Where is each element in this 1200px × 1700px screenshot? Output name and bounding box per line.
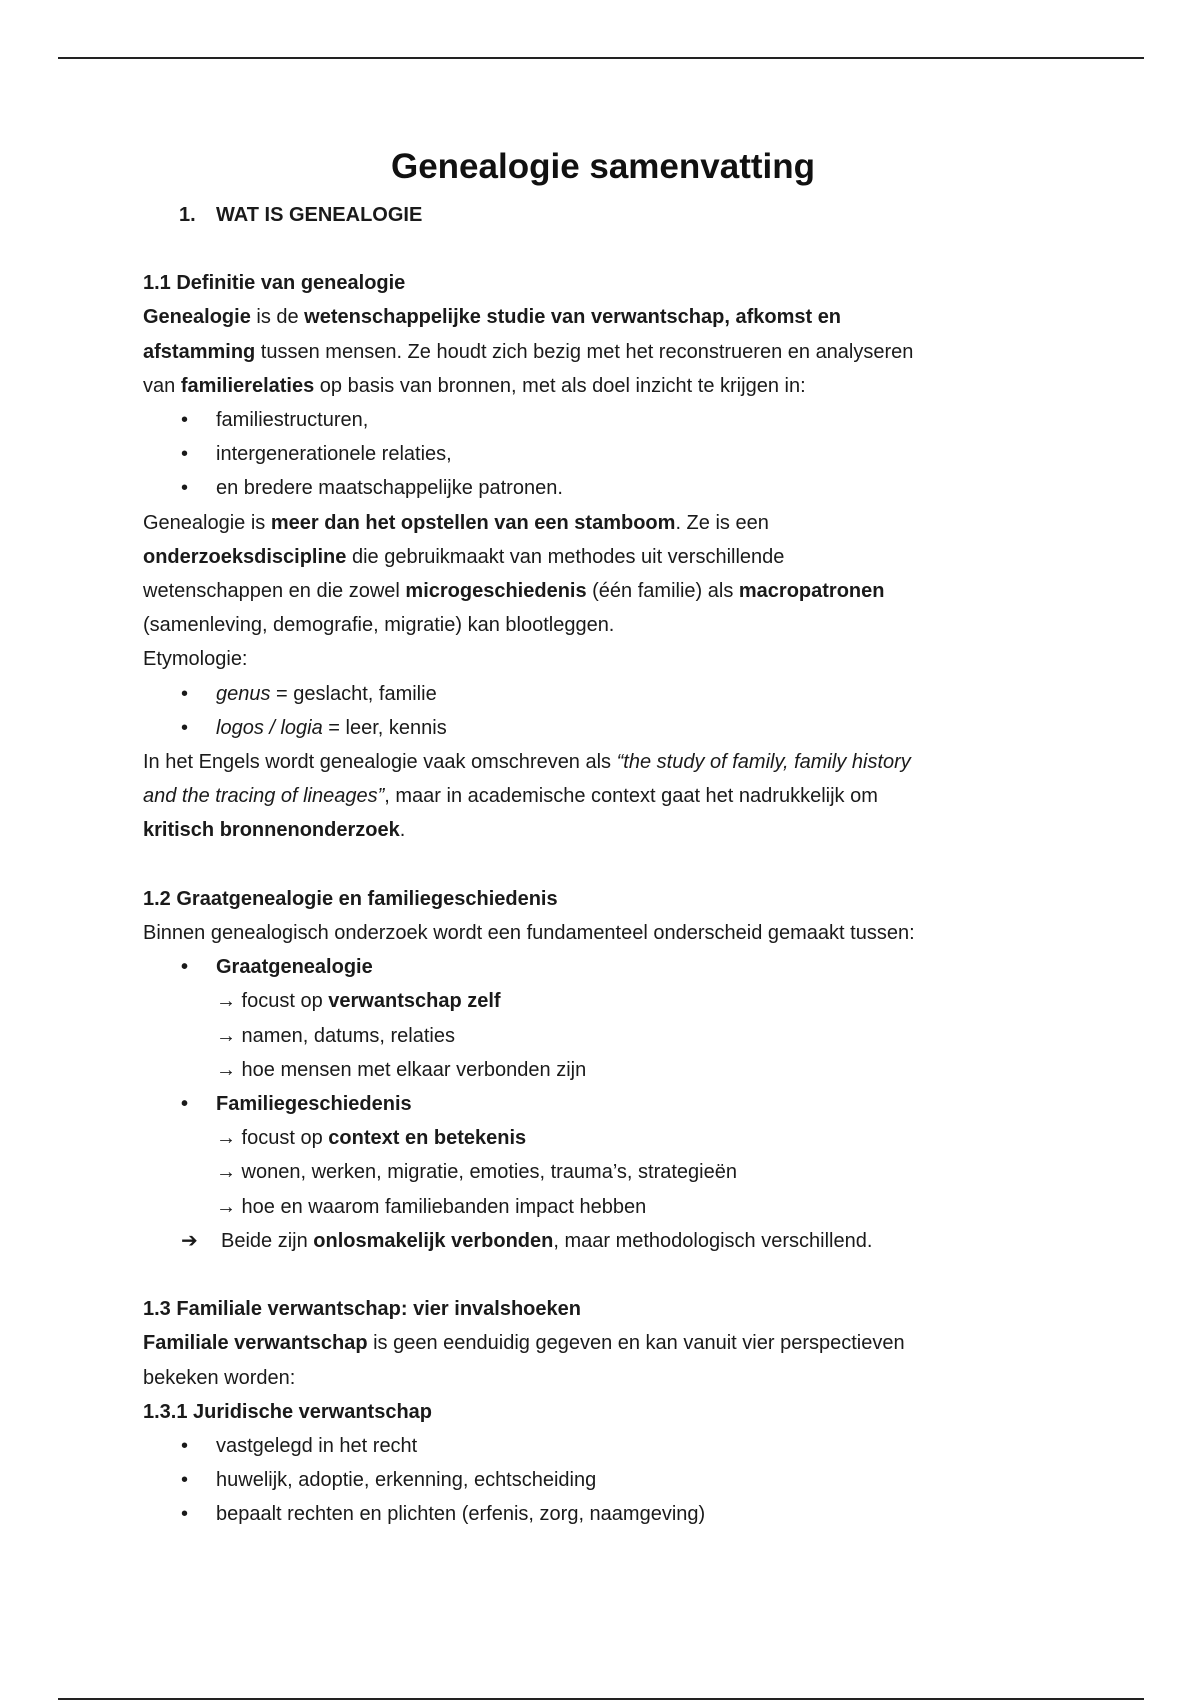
list-item: • logos / logia = leer, kennis: [143, 711, 1063, 745]
section-heading-1-2: 1.2 Graatgenealogie en familiegeschiedenis: [143, 887, 558, 910]
paragraph-line: bekeken worden:: [143, 1366, 296, 1389]
bullet-icon: •: [181, 443, 189, 466]
paragraph-line: wetenschappen en die zowel microgeschiedenis (één familie) als macropatronen: [143, 580, 885, 603]
chapter-title: WAT IS GENEALOGIE: [216, 204, 423, 226]
list-item: • en bredere maatschappelijke patronen.: [143, 471, 1063, 505]
list-item: • huwelijk, adoptie, erkenning, echtscheiding: [143, 1463, 1063, 1497]
subsection-heading-1-3-1: 1.3.1 Juridische verwantschap: [143, 1400, 433, 1423]
bullet-icon: •: [181, 682, 189, 705]
paragraph-line: Genealogie is meer dan het opstellen van een stamboom. Ze is een: [143, 511, 769, 534]
bullet-icon: •: [181, 409, 189, 431]
paragraph-line: and the tracing of lineages”, maar in academische context gaat het nadrukkelijk om: [143, 785, 878, 808]
top-rule: [58, 57, 1144, 59]
paragraph-line: Genealogie is de wetenschappelijke studie van verwantschap, afkomst en: [143, 306, 842, 329]
bullet-icon: •: [181, 1435, 189, 1458]
bullet-icon: •: [181, 1469, 189, 1492]
paragraph-line: Familiale verwantschap is geen eenduidig gegeven en kan vanuit vier perspectieven: [143, 1332, 905, 1355]
sub-item: → hoe mensen met elkaar verbonden zijn: [216, 1058, 587, 1081]
sub-item: → wonen, werken, migratie, emoties, trauma’s, strategieën: [216, 1161, 737, 1184]
list-item: • bepaalt rechten en plichten (erfenis, zorg, naamgeving): [143, 1497, 1063, 1531]
paragraph-line: afstamming tussen mensen. Ze houdt zich bezig met het reconstrueren en analyseren: [143, 340, 914, 363]
paragraph-line: van familierelaties op basis van bronnen, met als doel inzicht te krijgen in:: [143, 374, 806, 397]
list-item: • familiestructuren,: [143, 403, 1063, 437]
document-body: [143, 140, 1063, 1532]
sub-item: → focust op context en betekenis: [216, 1127, 527, 1150]
chapter-heading: [143, 198, 1063, 232]
page-title: Genealogie samenvatting: [390, 147, 816, 186]
list-item: • vastgelegd in het recht: [143, 1429, 1063, 1463]
list-item: • genus = geslacht, familie: [143, 677, 1063, 711]
conclusion-line: ➔ Beide zijn onlosmakelijk verbonden, maar methodologisch verschillend.: [143, 1224, 1063, 1258]
section-heading-1-3: 1.3 Familiale verwantschap: vier invalshoeken: [143, 1298, 581, 1321]
sub-item: → hoe en waarom familiebanden impact hebben: [216, 1195, 647, 1218]
bullet-icon: •: [181, 716, 189, 739]
sub-item: → focust op verwantschap zelf: [216, 990, 501, 1013]
paragraph-line: kritisch bronnenonderzoek.: [143, 819, 406, 842]
paragraph-line: (samenleving, demografie, migratie) kan blootleggen.: [143, 614, 615, 637]
list-item: • Familiegeschiedenis: [143, 1087, 1063, 1121]
chapter-number: 1.: [179, 204, 196, 226]
paragraph-line: onderzoeksdiscipline die gebruikmaakt van methodes uit verschillende: [143, 545, 785, 568]
bullet-icon: •: [181, 477, 189, 500]
list-item: • Graatgenealogie: [143, 950, 1063, 984]
bullet-icon: •: [181, 1093, 189, 1116]
section-heading-1-1: 1.1 Definitie van genealogie: [143, 272, 406, 295]
bullet-icon: •: [181, 1503, 189, 1526]
paragraph-line: Binnen genealogisch onderzoek wordt een fundamenteel onderscheid gemaakt tussen:: [143, 922, 915, 945]
sub-item: → namen, datums, relaties: [216, 1024, 455, 1047]
arrow-right-icon: ➔: [181, 1229, 198, 1252]
bullet-icon: •: [181, 956, 189, 979]
list-item: • intergenerationele relaties,: [143, 437, 1063, 471]
paragraph-line: In het Engels wordt genealogie vaak omschreven als “the study of family, family history: [143, 751, 911, 774]
etymology-label: Etymologie:: [143, 648, 248, 671]
